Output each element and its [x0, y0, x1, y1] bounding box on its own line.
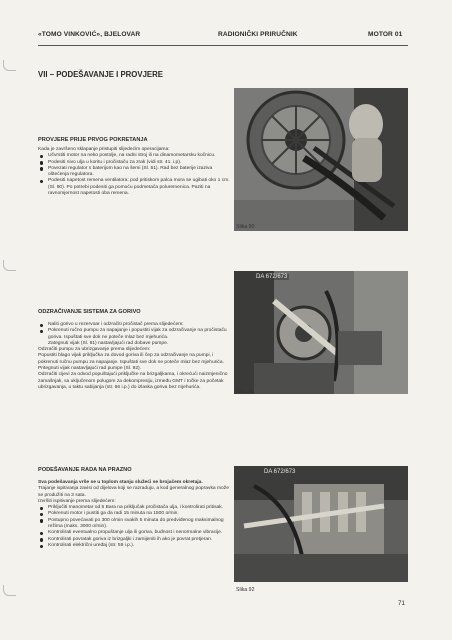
- section2-bullet-cont: Zategnuti vijak (Sl. 91) nastavljajući rad dobave pumpe.: [48, 340, 169, 346]
- section1-intro: Kada je završeno sklapanje pristupiti slijedećim operacijama:: [38, 147, 170, 152]
- header-rule: [38, 45, 408, 46]
- list-item: Kontrolirati električni uređaj (str. 59 i.p.).: [38, 543, 230, 549]
- section2-paragraph: Popustiti blago vijak priključka za dovod goriva ili čep za odzračivanje na pumpi, i pokrenuti ručnu pumpu za napajanje. Ispuštati sve dok ne poteče mlaz bez mjehurića. Pritegnuti vijak nastavljajući rad pumpe (Sl. 92).: [38, 353, 224, 372]
- list-item: Povezati regulator s baterijom kao na šemi (Sl. 51). Rad bez baterije izaziva oštećenja regulatora.: [38, 166, 230, 179]
- section3-title: PODEŠAVANJE RADA NA PRAZNO: [38, 467, 132, 473]
- section3-bold-intro: Sva podešavanja vrše se u toplom stanju služeći se brojačem okretaja.: [38, 480, 203, 485]
- list-item: Priključiti manometar od 5 Bara na priključak pročistača ulja, i kontrolirati pritisak.: [38, 505, 230, 511]
- list-item: Podesiti nivo ulja u koritu i pročistaču za zrak (vidi str. 41. i.p).: [38, 160, 230, 166]
- section1-body: [38, 147, 230, 197]
- list-item: Pokrenuti motor i pustiti ga da radi 15 minuta na 1500 o/min.: [38, 511, 230, 517]
- list-item: Kontrolirati eventualno propuštanje ulja ili goriva, buđnost i nenormalne vibracije.: [38, 530, 230, 536]
- section3-body: [38, 480, 230, 549]
- list-item: Postupno povećavati po 300 o/min svakih 5 minuta do predviđenog maksimalnog režima (maks. 3000 o/min).: [38, 518, 230, 531]
- binder-mark: [3, 260, 16, 271]
- caption-slika-90: Slika 90: [236, 224, 255, 230]
- chapter-title: VII – PODEŠAVANJE I PROVJERE: [38, 70, 163, 79]
- page-number: 71: [398, 600, 405, 607]
- section2-body: [38, 322, 230, 391]
- section2-title: ODZRAČIVANJE SISTEMA ZA GORIVO: [38, 309, 141, 315]
- binder-mark: [3, 585, 16, 596]
- section3-paragraph: Izvršiti ispitivanje prema slijedećem:: [38, 498, 116, 504]
- list-item: Naliti gorivo u rezervoar i odzračiti pročistač prema slijedećem:: [38, 322, 230, 328]
- section1-title: PROVJERE PRIJE PRVOG POKRETANJA: [38, 137, 148, 143]
- header-center: RADIONIČKI PRIRUČNIK: [218, 31, 298, 38]
- header-right: MOTOR 01: [368, 31, 403, 38]
- section2-paragraph: Odzračiti cijevi za odvod popuštajući priključke na brizgaljkama, i okrećući naizmjenično zamašnjak, sa uključenom polugom za dekompresiju, između GMT i točke za početak ubrizgavanja, u taktu sabijanja (str. 66 i.p.) do izlaska goriva bez mjehurića.: [38, 372, 228, 390]
- engine-photo-slika-90: [234, 88, 408, 231]
- header-left: «TOMO VINKOVIĆ», BJELOVAR: [38, 31, 141, 38]
- section3-paragraph: Trajanje ispitivanja zavisi od dijelova koji se razraduju, a kod generalnog popravka može se produžiti na 3 sata.: [38, 486, 229, 498]
- list-item: Pokrenuti ručno pumpu za napajanje i popustiti vijak za odzračivanje na pročistaču goriva. Ispuštati sve dok ne poteče mlaz bez mjehurića.: [38, 328, 230, 341]
- caption-slika-92: Slika 92: [236, 587, 255, 593]
- caption-slika-91: Slika 91: [236, 389, 255, 395]
- list-item: Podesiti napetost remena ventilatora: pod pritiskom palca mora se ugibati oko 1 cm. (Sl. 90). Po potrebi podesiti ga pomoću podmetača poluremenica. Paziti na ravnomjernost napetosti oba remena.: [38, 178, 230, 197]
- list-item: Učvrstiti motor na neko postolje, na radni stroj ili na dinamometarsku kočnicu.: [38, 153, 230, 159]
- photo-label: DA 672/673: [264, 469, 296, 475]
- photo-label: DA 672/673: [256, 274, 288, 280]
- list-item: Kontrolirati povratak goriva iz brizgaljki i zamijeniti ih ako je povrat pretjeran.: [38, 537, 230, 543]
- section2-paragraph: Odzračiti pumpu za ubrizgavanje prema slijedećem:: [38, 347, 151, 353]
- injection-pump-photo-slika-92: [234, 466, 408, 582]
- fuel-filter-photo-slika-91: [234, 271, 408, 394]
- binder-mark: [3, 60, 16, 71]
